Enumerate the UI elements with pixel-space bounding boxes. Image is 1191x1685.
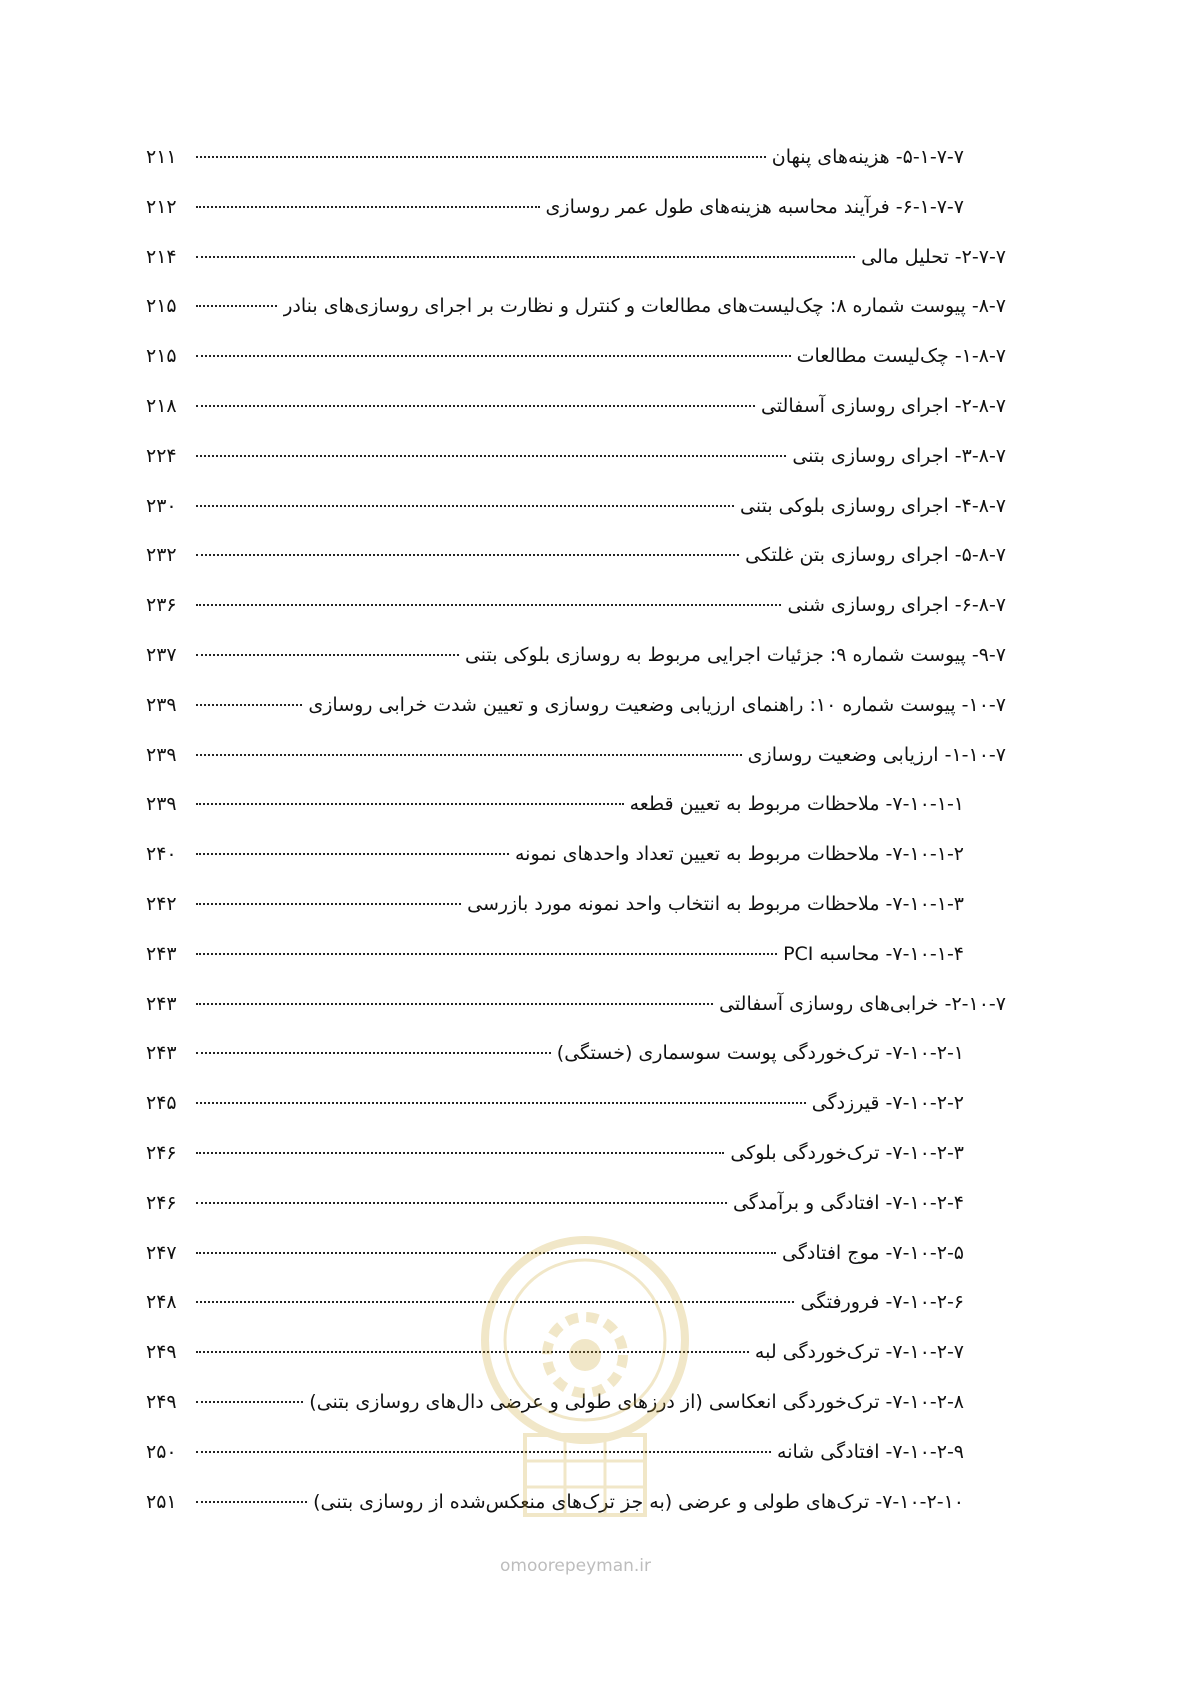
toc-entry[interactable] (146, 1138, 1006, 1188)
toc-entry-page: ۲۴۵ (146, 1092, 177, 1115)
toc-entry-page: ۲۱۵ (146, 295, 177, 318)
dot-leader (196, 953, 777, 955)
dot-leader (196, 455, 786, 457)
toc-entry-page: ۲۳۷ (146, 643, 177, 666)
toc-entry-title: ۷-۱۰-۱-۱- ملاحظات مربوط به تعیین قطعه (629, 793, 964, 816)
toc-entry-title: ۷-۱۰-۲-۸- ترک‌خوردگی انعکاسی (از درزهای طولی و عرضی دال‌های روسازی بتنی) (309, 1390, 964, 1413)
dot-leader (196, 704, 302, 706)
toc-entry-title: ۶-۱-۷-۷- فرآیند محاسبه هزینه‌های طول عمر روسازی (545, 195, 964, 218)
toc-entry[interactable] (146, 640, 1006, 690)
toc-entry-page: ۲۵۱ (146, 1490, 177, 1513)
toc-entry-title: ۷-۱۰-۲-۷- ترک‌خوردگی لبه (754, 1341, 964, 1364)
toc-entry-title: ۷-۱۰-۲-۱- ترک‌خوردگی پوست سوسماری (خستگی) (556, 1042, 964, 1065)
toc-entry-page: ۲۴۹ (146, 1390, 177, 1413)
toc-entry[interactable] (146, 690, 1006, 740)
dot-leader (196, 1401, 303, 1403)
toc-entry-title: ۱۰-۷- پیوست شماره ۱۰: راهنمای ارزیابی وضعیت روسازی و تعیین شدت خرابی روسازی (308, 693, 1006, 716)
toc-entry-title: ۷-۱۰-۲-۶- فرورفتگی (800, 1291, 964, 1314)
toc-entry-page: ۲۴۳ (146, 992, 177, 1015)
dot-leader (196, 256, 855, 258)
dot-leader (196, 803, 624, 805)
toc-entry-page: ۲۳۶ (146, 594, 177, 617)
toc-entry-page: ۲۳۹ (146, 693, 177, 716)
watermark-logo (470, 1225, 700, 1525)
toc-entry[interactable] (146, 740, 1006, 790)
dot-leader (196, 754, 742, 756)
dot-leader (196, 604, 781, 606)
toc-entry-page: ۲۳۹ (146, 793, 177, 816)
dot-leader (196, 355, 791, 357)
toc-entry-page: ۲۱۲ (146, 195, 177, 218)
toc-entry[interactable] (146, 1088, 1006, 1138)
toc-entry-title: ۴-۸-۷- اجرای روسازی بلوکی بتنی (740, 494, 1006, 517)
toc-entry[interactable] (146, 939, 1006, 989)
dot-leader (196, 1202, 727, 1204)
toc-entry-title: ۷-۱۰-۲-۱۰- ترک‌های طولی و عرضی (به جز ترک‌های منعکس‌شده از روسازی بتنی) (313, 1490, 964, 1513)
toc-entry-page: ۲۲۴ (146, 444, 177, 467)
dot-leader (196, 1052, 551, 1054)
toc-entry-page: ۲۳۲ (146, 544, 177, 567)
dot-leader (196, 1152, 724, 1154)
toc-entry-page: ۲۴۳ (146, 942, 177, 965)
toc-entry-title: ۲-۷-۷- تحلیل مالی (861, 245, 1006, 268)
toc-entry-page: ۲۵۰ (146, 1440, 177, 1463)
toc-entry[interactable] (146, 839, 1006, 889)
toc-entry-page: ۲۴۰ (146, 843, 177, 866)
dot-leader (196, 654, 459, 656)
toc-entry-title: ۷-۱۰-۲-۴- افتادگی و برآمدگی (732, 1191, 964, 1214)
toc-entry[interactable] (146, 242, 1006, 292)
dot-leader (196, 305, 277, 307)
dot-leader (196, 156, 766, 158)
toc-entry[interactable] (146, 391, 1006, 441)
watermark-site: omoorepeyman.ir (500, 1556, 652, 1576)
toc-entry-page: ۲۴۳ (146, 1042, 177, 1065)
toc-entry-title: ۷-۱۰-۱-۴- محاسبه PCI (783, 942, 964, 965)
toc-entry-title: ۱-۱۰-۷- ارزیابی وضعیت روسازی (747, 743, 1006, 766)
dot-leader (196, 405, 755, 407)
toc-entry[interactable] (146, 341, 1006, 391)
toc-entry[interactable] (146, 889, 1006, 939)
toc-entry-page: ۲۴۲ (146, 892, 177, 915)
toc-entry-title: ۲-۸-۷- اجرای روسازی آسفالتی (760, 394, 1006, 417)
toc-entry-title: ۷-۱۰-۲-۹- افتادگی شانه (777, 1440, 964, 1463)
toc-entry[interactable] (146, 590, 1006, 640)
toc-entry-page: ۲۱۱ (146, 146, 177, 168)
toc-entry-page: ۲۱۸ (146, 394, 177, 417)
toc-entry-page: ۲۱۵ (146, 345, 177, 368)
toc-entry[interactable] (146, 789, 1006, 839)
toc-entry-title: ۵-۱-۷-۷- هزینه‌های پنهان (771, 146, 964, 168)
dot-leader (196, 554, 739, 556)
dot-leader (196, 206, 540, 208)
toc-entry-page: ۲۴۸ (146, 1291, 177, 1314)
toc-entry[interactable] (146, 1038, 1006, 1088)
toc-entry-title: ۷-۱۰-۲-۳- ترک‌خوردگی بلوکی (730, 1141, 964, 1164)
toc-entry-title: ۹-۷- پیوست شماره ۹: جزئیات اجرایی مربوط به روسازی بلوکی بتنی (464, 643, 1006, 666)
dot-leader (196, 1102, 806, 1104)
toc-entry-title: ۷-۱۰-۲-۵- موج افتادگی (781, 1241, 964, 1264)
toc-entry-title: ۷-۱۰-۱-۳- ملاحظات مربوط به انتخاب واحد نمونه مورد بازرسی (467, 892, 964, 915)
toc-entry-page: ۲۴۷ (146, 1241, 177, 1264)
toc-entry-page: ۲۴۹ (146, 1341, 177, 1364)
toc-entry[interactable] (146, 142, 1006, 192)
toc-entry[interactable] (146, 192, 1006, 242)
toc-entry-page: ۲۴۶ (146, 1141, 177, 1164)
dot-leader (196, 903, 461, 905)
toc-entry[interactable] (146, 491, 1006, 541)
toc-entry-title: ۲-۱۰-۷- خرابی‌های روسازی آسفالتی (719, 992, 1006, 1015)
toc-entry-title: ۸-۷- پیوست شماره ۸: چک‌لیست‌های مطالعات و کنترل و نظارت بر اجرای روسازی‌های بنادر (283, 295, 1006, 318)
toc-entry-page: ۲۱۴ (146, 245, 177, 268)
toc-entry-title: ۷-۱۰-۲-۲- قیرزدگی (811, 1092, 964, 1115)
toc-entry-page: ۲۳۰ (146, 494, 177, 517)
toc-entry-title: ۱-۸-۷- چک‌لیست مطالعات (796, 345, 1006, 368)
dot-leader (196, 505, 734, 507)
dot-leader (196, 1003, 713, 1005)
toc-entry-title: ۶-۸-۷- اجرای روسازی شنی (787, 594, 1006, 617)
toc-entry-page: ۲۴۶ (146, 1191, 177, 1214)
toc-entry[interactable] (146, 540, 1006, 590)
toc-entry[interactable] (146, 989, 1006, 1039)
dot-leader (196, 853, 509, 855)
toc-entry[interactable] (146, 291, 1006, 341)
toc-entry[interactable] (146, 441, 1006, 491)
toc-entry-title: ۵-۸-۷- اجرای روسازی بتن غلتکی (745, 544, 1006, 567)
dot-leader (196, 1501, 307, 1503)
toc-entry-title: ۷-۱۰-۱-۲- ملاحظات مربوط به تعیین تعداد واحدهای نمونه (514, 843, 964, 866)
toc-entry-page: ۲۳۹ (146, 743, 177, 766)
toc-entry-title: ۳-۸-۷- اجرای روسازی بتنی (792, 444, 1006, 467)
